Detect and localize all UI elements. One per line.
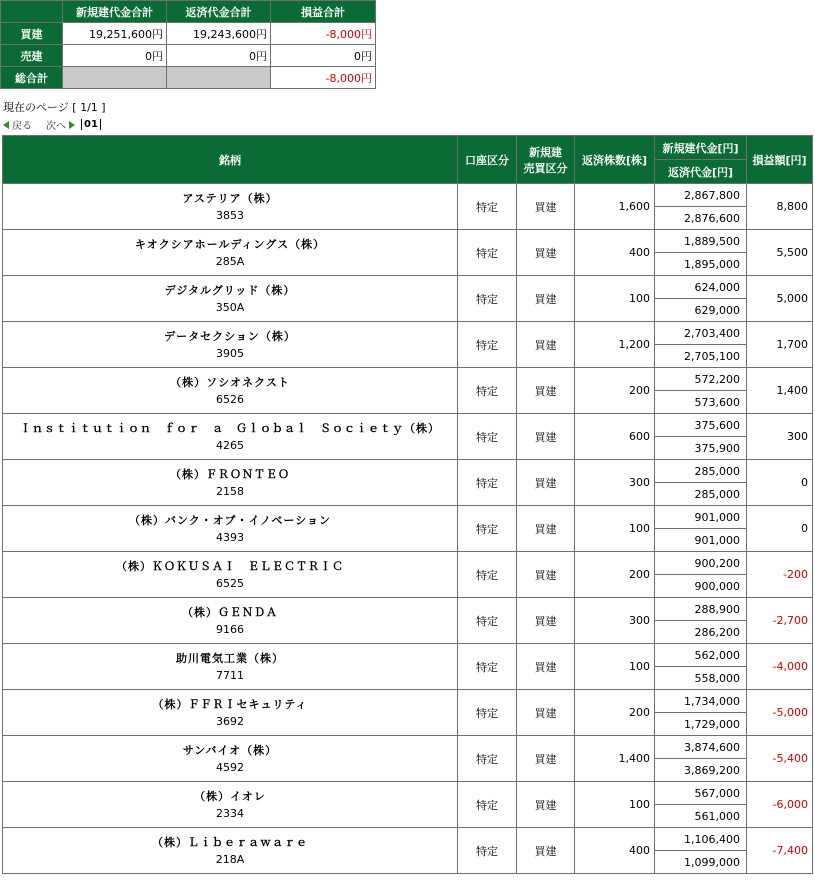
return-qty: 1,200 <box>575 322 655 368</box>
profit-loss: -5,000 <box>747 690 813 736</box>
account-type: 特定 <box>458 552 517 598</box>
new-amount: 567,000 <box>655 782 747 805</box>
issue-name: アステリア（株） <box>182 191 278 205</box>
summary-header-row <box>1 1 376 23</box>
return-qty: 1,400 <box>575 736 655 782</box>
account-type: 特定 <box>458 230 517 276</box>
return-amount: 1,099,000 <box>655 851 747 874</box>
profit-loss: -2,700 <box>747 598 813 644</box>
new-amount: 900,200 <box>655 552 747 575</box>
table-row <box>3 460 813 483</box>
return-amount: 3,869,200 <box>655 759 747 782</box>
new-amount: 288,900 <box>655 598 747 621</box>
issue-cell <box>3 184 458 230</box>
issue-code: 285A <box>215 254 245 268</box>
issue-code: 218A <box>215 852 245 866</box>
trade-side: 買建 <box>517 782 575 828</box>
issue-code: 3692 <box>216 714 244 728</box>
table-row <box>3 414 813 437</box>
summary-pl: 0円 <box>271 45 376 67</box>
profit-loss: 0 <box>747 506 813 552</box>
issue-cell <box>3 552 458 598</box>
return-qty: 200 <box>575 690 655 736</box>
account-type: 特定 <box>458 644 517 690</box>
profit-loss: -6,000 <box>747 782 813 828</box>
new-amount: 2,703,400 <box>655 322 747 345</box>
summary-header-pl: 損益合計 <box>271 1 376 23</box>
issue-cell <box>3 644 458 690</box>
summary-new-total: 19,251,600円 <box>63 23 167 45</box>
issue-code: 2334 <box>216 806 244 820</box>
table-body <box>3 184 813 874</box>
account-type: 特定 <box>458 782 517 828</box>
summary-return-total: 19,243,600円 <box>167 23 271 45</box>
table-row <box>3 552 813 575</box>
summary-total-pl: -8,000円 <box>271 67 376 89</box>
issue-cell <box>3 414 458 460</box>
summary-header-return-total: 返済代金合計 <box>167 1 271 23</box>
return-qty: 300 <box>575 598 655 644</box>
return-qty: 200 <box>575 552 655 598</box>
trade-side: 買建 <box>517 276 575 322</box>
pagination-nav <box>3 117 101 132</box>
issue-name: Ｉｎｓｔｉｔｕｔｉｏｎ ｆｏｒ ａ Ｇｌｏｂａｌ Ｓｏｃｉｅｔｙ（株） <box>20 421 440 435</box>
page-number-link[interactable]: 01 <box>81 119 101 130</box>
issue-name: （株）ＦＲＯＮＴＥＯ <box>170 467 290 481</box>
return-amount: 558,000 <box>655 667 747 690</box>
trade-side: 買建 <box>517 828 575 874</box>
account-type: 特定 <box>458 414 517 460</box>
account-type: 特定 <box>458 184 517 230</box>
header-side <box>517 136 575 184</box>
table-row <box>3 644 813 667</box>
summary-row-label: 売建 <box>1 45 63 67</box>
issue-code: 2158 <box>216 484 244 498</box>
summary-empty-cell <box>63 67 167 89</box>
account-type: 特定 <box>458 828 517 874</box>
table-row <box>3 598 813 621</box>
return-qty: 100 <box>575 644 655 690</box>
return-amount: 629,000 <box>655 299 747 322</box>
return-qty: 200 <box>575 368 655 414</box>
issue-code: 350A <box>215 300 245 314</box>
issue-cell <box>3 368 458 414</box>
new-amount: 1,106,400 <box>655 828 747 851</box>
table-row <box>3 368 813 391</box>
profit-loss: 1,700 <box>747 322 813 368</box>
table-row <box>3 736 813 759</box>
profit-loss: -7,400 <box>747 828 813 874</box>
trade-side: 買建 <box>517 506 575 552</box>
table-row <box>3 782 813 805</box>
return-amount: 375,900 <box>655 437 747 460</box>
issue-cell <box>3 460 458 506</box>
issue-code: 9166 <box>216 622 244 636</box>
positions-table <box>2 135 813 874</box>
trade-side: 買建 <box>517 460 575 506</box>
issue-code: 3853 <box>216 208 244 222</box>
profit-loss: -5,400 <box>747 736 813 782</box>
trade-side: 買建 <box>517 552 575 598</box>
issue-cell <box>3 506 458 552</box>
header-side-line1: 新規建 <box>529 145 562 159</box>
arrow-right-icon <box>69 121 75 129</box>
new-amount: 2,867,800 <box>655 184 747 207</box>
new-amount: 1,889,500 <box>655 230 747 253</box>
table-header-row <box>3 136 813 160</box>
summary-new-total: 0円 <box>63 45 167 67</box>
issue-name: （株）ソシオネクスト <box>170 375 290 389</box>
return-amount: 1,729,000 <box>655 713 747 736</box>
return-amount: 573,600 <box>655 391 747 414</box>
new-amount: 3,874,600 <box>655 736 747 759</box>
new-amount: 562,000 <box>655 644 747 667</box>
issue-cell <box>3 736 458 782</box>
return-amount: 561,000 <box>655 805 747 828</box>
return-amount: 286,200 <box>655 621 747 644</box>
return-amount: 901,000 <box>655 529 747 552</box>
table-row <box>3 828 813 851</box>
account-type: 特定 <box>458 506 517 552</box>
summary-row-label: 買建 <box>1 23 63 45</box>
return-qty: 100 <box>575 276 655 322</box>
issue-name: （株）ＧＥＮＤＡ <box>182 605 278 619</box>
account-type: 特定 <box>458 736 517 782</box>
profit-loss: -200 <box>747 552 813 598</box>
account-type: 特定 <box>458 598 517 644</box>
new-amount: 572,200 <box>655 368 747 391</box>
issue-cell <box>3 276 458 322</box>
arrow-left-icon <box>3 121 9 129</box>
return-amount: 900,000 <box>655 575 747 598</box>
new-amount: 375,600 <box>655 414 747 437</box>
summary-row-total <box>1 67 376 89</box>
return-qty: 1,600 <box>575 184 655 230</box>
return-amount: 285,000 <box>655 483 747 506</box>
issue-name: サンバイオ（株） <box>182 743 278 757</box>
summary-corner <box>1 1 63 23</box>
account-type: 特定 <box>458 460 517 506</box>
issue-cell <box>3 828 458 874</box>
return-qty: 300 <box>575 460 655 506</box>
summary-table <box>0 0 376 89</box>
header-return-amount: 返済代金[円] <box>655 160 747 184</box>
return-qty: 100 <box>575 782 655 828</box>
summary-row-label: 総合計 <box>1 67 63 89</box>
profit-loss: 5,000 <box>747 276 813 322</box>
trade-side: 買建 <box>517 184 575 230</box>
profit-loss: -4,000 <box>747 644 813 690</box>
return-amount: 2,705,100 <box>655 345 747 368</box>
issue-name: デジタルグリッド（株） <box>164 283 296 297</box>
issue-code: 6525 <box>216 576 244 590</box>
header-side-line2: 売買区分 <box>523 161 568 175</box>
table-row <box>3 690 813 713</box>
issue-cell <box>3 782 458 828</box>
issue-cell <box>3 690 458 736</box>
current-page-text: 現在のページ [ 1/1 ] <box>3 101 106 114</box>
issue-cell <box>3 598 458 644</box>
issue-cell <box>3 322 458 368</box>
trade-side: 買建 <box>517 414 575 460</box>
return-qty: 600 <box>575 414 655 460</box>
issue-name: （株）ＦＦＲＩセキュリティ <box>152 697 308 711</box>
table-row <box>3 184 813 207</box>
issue-code: 4393 <box>216 530 244 544</box>
summary-return-total: 0円 <box>167 45 271 67</box>
account-type: 特定 <box>458 690 517 736</box>
issue-code: 4265 <box>216 438 244 452</box>
issue-name: データセクション（株） <box>164 329 296 343</box>
issue-cell <box>3 230 458 276</box>
header-account: 口座区分 <box>458 136 517 184</box>
profit-loss: 1,400 <box>747 368 813 414</box>
header-pl: 損益額[円] <box>747 136 813 184</box>
table-row <box>3 322 813 345</box>
profit-loss: 8,800 <box>747 184 813 230</box>
trade-side: 買建 <box>517 230 575 276</box>
profit-loss: 300 <box>747 414 813 460</box>
return-qty: 400 <box>575 828 655 874</box>
issue-code: 3905 <box>216 346 244 360</box>
return-amount: 2,876,600 <box>655 207 747 230</box>
issue-code: 7711 <box>216 668 244 682</box>
table-row <box>3 276 813 299</box>
table-row <box>3 506 813 529</box>
return-qty: 400 <box>575 230 655 276</box>
trade-side: 買建 <box>517 644 575 690</box>
issue-name: キオクシアホールディングス（株） <box>134 237 326 251</box>
header-qty: 返済株数[株] <box>575 136 655 184</box>
header-new-amount: 新規建代金[円] <box>655 136 747 160</box>
summary-header-new-total: 新規建代金合計 <box>63 1 167 23</box>
return-amount: 1,895,000 <box>655 253 747 276</box>
summary-row-sell <box>1 45 376 67</box>
new-amount: 285,000 <box>655 460 747 483</box>
next-link[interactable]: 次へ <box>46 121 66 132</box>
trade-side: 買建 <box>517 368 575 414</box>
issue-code: 6526 <box>216 392 244 406</box>
issue-code: 4592 <box>216 760 244 774</box>
trade-side: 買建 <box>517 598 575 644</box>
summary-empty-cell <box>167 67 271 89</box>
new-amount: 901,000 <box>655 506 747 529</box>
header-issue: 銘柄 <box>3 136 458 184</box>
back-link[interactable]: 戻る <box>12 121 32 132</box>
trade-side: 買建 <box>517 690 575 736</box>
account-type: 特定 <box>458 276 517 322</box>
account-type: 特定 <box>458 368 517 414</box>
issue-name: 助川電気工業（株） <box>176 651 284 665</box>
profit-loss: 5,500 <box>747 230 813 276</box>
issue-name: （株）Ｌｉｂｅｒａｗａｒｅ <box>152 835 308 849</box>
new-amount: 624,000 <box>655 276 747 299</box>
new-amount: 1,734,000 <box>655 690 747 713</box>
return-qty: 100 <box>575 506 655 552</box>
trade-side: 買建 <box>517 736 575 782</box>
table-row <box>3 230 813 253</box>
summary-row-buy <box>1 23 376 45</box>
issue-name: （株）バンク・オブ・イノベーション <box>129 513 331 527</box>
issue-name: （株）イオレ <box>194 789 266 803</box>
issue-name: （株）ＫＯＫＵＳＡＩ ＥＬＥＣＴＲＩＣ <box>116 559 344 573</box>
trade-side: 買建 <box>517 322 575 368</box>
profit-loss: 0 <box>747 460 813 506</box>
summary-pl: -8,000円 <box>271 23 376 45</box>
account-type: 特定 <box>458 322 517 368</box>
